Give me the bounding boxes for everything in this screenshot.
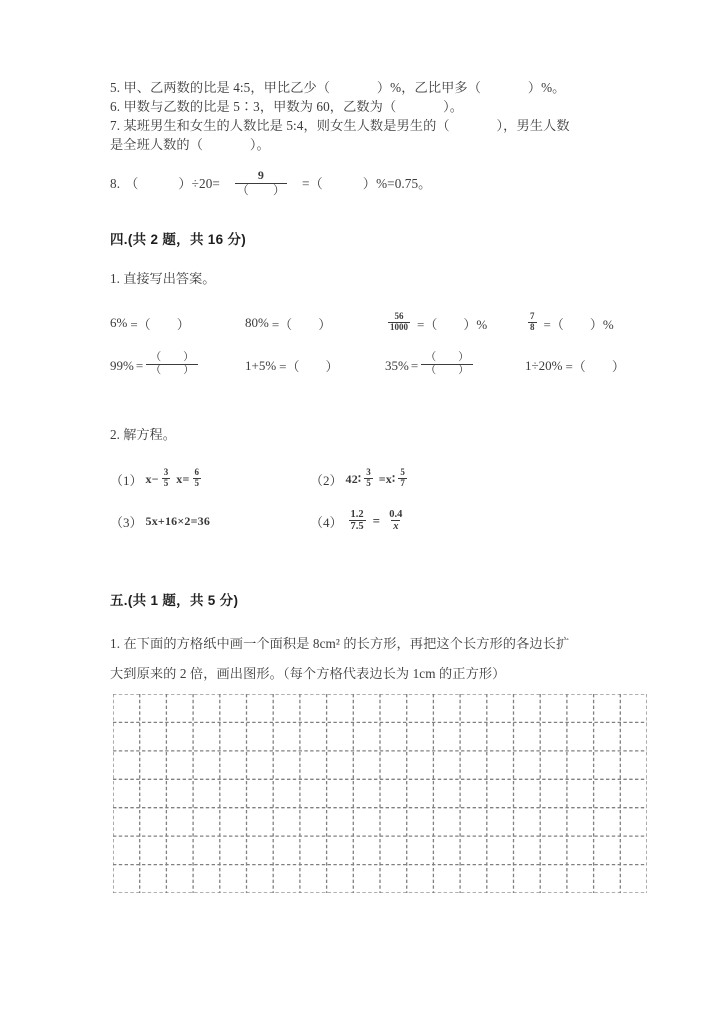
quick-answer-3-eq: =（ [417,316,438,332]
equation-1-part-2: x= [176,471,190,486]
question-6-number: 6. [110,99,121,114]
quick-answer-4-eq: =（ [543,316,564,332]
quick-answer-cell-1 [110,314,245,333]
question-6-text-a: 甲数与乙数的比是 5∶3，甲数为 60，乙数为（ [123,99,397,114]
quick-answer-5-paren-fraction [146,352,198,377]
question-8-text-d: ）%=0.75。 [362,176,432,192]
squared-paper-grid[interactable] [113,694,647,893]
quick-answer-1-eq: =（ [130,316,151,332]
section-four-heading: 四.(共 2 题，共 16 分) [110,231,247,247]
question-6-text-b: ）。 [443,99,464,114]
question-8-fraction [230,169,292,197]
equation-1-label: （1） [110,472,143,488]
quick-answer-4-numerator: 7 [530,310,535,321]
quick-answer-3-close: ）% [463,316,488,332]
equation-2-fraction-a-denominator: 5 [366,477,371,488]
quick-answer-8-close: ） [611,359,625,375]
equation-4-equals: = [372,513,381,529]
question-7-text-d: ）。 [249,137,270,152]
equation-2-fraction-b-denominator: 7 [400,477,405,488]
question-item-6 [110,97,655,116]
quick-answer-4-close: ）% [589,316,614,332]
quick-answer-row-2 [110,353,655,378]
quick-answer-1-left: 6% [110,315,128,331]
question-8-number: 8. [110,176,121,192]
equation-4-label: （4） [310,514,343,530]
equation-1 [110,469,310,489]
question-5-text-a: 甲、乙两数的比是 4:5，甲比乙少（ [123,80,331,95]
equation-1-fraction-b [193,468,202,488]
quick-answer-cell-8 [525,356,625,375]
question-item-5 [110,78,655,97]
quick-answer-3-denominator: 1000 [390,321,408,332]
quick-answer-2-left: 80% [245,315,269,331]
quick-answer-cell-2 [245,314,385,333]
quick-answer-2-eq: =（ [271,316,293,332]
question-item-8 [110,170,655,198]
quick-answer-5-denominator-blank[interactable]: （ ） [146,364,198,377]
fill-in-blanks-group [110,78,655,198]
equation-2-fraction-b [398,468,407,488]
equation-2 [310,469,410,489]
question-7-number: 7. [110,118,121,133]
quick-answer-cell-4 [525,310,614,333]
question-item-7 [110,116,655,135]
question-5-text-b: ）%，乙比甲多（ [376,80,481,95]
quick-answer-cell-7 [385,353,525,378]
quick-answer-row-1 [110,310,655,333]
question-8-text-a: （ [125,176,139,192]
section-five-heading: 五.(共 1 题，共 5 分) [110,593,239,609]
question-item-7-cont [110,135,655,154]
question-8-fraction-denominator[interactable]: （ ） [236,182,286,197]
equation-4-fraction-b-denominator: x [393,520,399,532]
equation-1-part-0: x− [145,471,159,486]
section-five-question-line-2: 大到原来的 2 倍，画出图形。（每个方格代表边长为 1cm 的正方形） [110,666,506,682]
quick-answer-cell-6 [245,356,385,375]
quick-answer-5-eq: = [135,357,144,373]
quick-answer-6-left: 1+5% [245,357,277,373]
quick-answer-6-eq: =（ [279,359,300,375]
equation-2-label: （2） [310,472,343,488]
equation-1-fraction-a-denominator: 5 [163,477,169,488]
equation-4-fraction-b [387,509,404,533]
equation-3 [110,512,310,531]
equation-row-1 [110,469,655,489]
equation-4-fraction-b-numerator [387,509,404,520]
equation-2-part-2: =x∶ [378,471,396,486]
quick-answer-4-denominator: 8 [530,321,535,332]
grid-svg [113,694,647,893]
quick-answer-1-close: ） [176,316,190,332]
equation-4-fraction-b-numerator-text: 0.4 [389,508,403,520]
equation-1-fraction-b-numerator: 6 [194,467,200,478]
quick-answer-3-numerator: 56 [394,310,404,321]
equation-1-fraction-b-denominator: 5 [194,477,200,488]
equation-2-fraction-a [364,468,373,488]
quick-answer-4-fraction [528,312,537,332]
question-8-text-c: =（ [301,176,323,192]
equation-4-fraction-a-numerator: 1.2 [350,508,364,520]
equation-row-2 [110,510,655,534]
worksheet-content [110,78,655,689]
quick-answer-8-left: 1÷20% [525,357,563,373]
section-four-sub2-label: 2. 解方程。 [110,427,176,443]
equation-2-fraction-b-numerator: 5 [400,467,405,478]
question-8-fraction-numerator: 9 [257,168,264,182]
equation-4 [310,510,407,534]
equation-2-fraction-a-numerator: 3 [366,467,371,478]
question-7-text-b: ），男生人数 [496,118,570,133]
equation-3-part-0: 5x+16×2=36 [145,513,211,528]
section-four-sub1-label: 1. 直接写出答案。 [110,270,216,286]
question-7-text-c: 是全班人数的（ [110,137,204,152]
quick-answer-7-paren-fraction [421,352,473,377]
quick-answer-5-left: 99% [110,357,134,373]
question-7-text-a: 某班男生和女生的人数比是 5:4，则女生人数是男生的（ [123,118,450,133]
question-5-number: 5. [110,80,121,95]
question-8-text-b: ）÷20= [178,176,220,192]
quick-answer-cell-5 [110,353,245,378]
quick-answer-cell-3 [385,310,525,333]
question-5-text-c: ）%。 [527,80,566,95]
section-five-question-line-1: 1. 在下面的方格纸中画一个面积是 8cm² 的长方形，再把这个长方形的各边长扩 [110,636,570,652]
equation-2-part-0: 42∶ [345,471,362,486]
quick-answer-3-fraction [388,312,410,332]
equation-3-label: （3） [110,514,143,530]
quick-answer-7-eq: = [410,357,419,373]
quick-answer-7-denominator-blank[interactable]: （ ） [421,364,473,377]
equation-1-fraction-a [162,468,171,488]
quick-answer-2-close: ） [318,316,332,332]
equation-1-fraction-a-numerator: 3 [163,467,169,478]
quick-answer-7-left: 35% [385,357,409,373]
equation-4-fraction-a [349,509,366,533]
equation-4-fraction-a-denominator: 7.5 [350,520,364,532]
quick-answer-6-close: ） [325,359,339,375]
quick-answer-7-numerator-blank[interactable]: （ ） [425,351,470,364]
quick-answer-5-numerator-blank[interactable]: （ ） [150,351,195,364]
quick-answer-8-eq: =（ [565,359,586,375]
